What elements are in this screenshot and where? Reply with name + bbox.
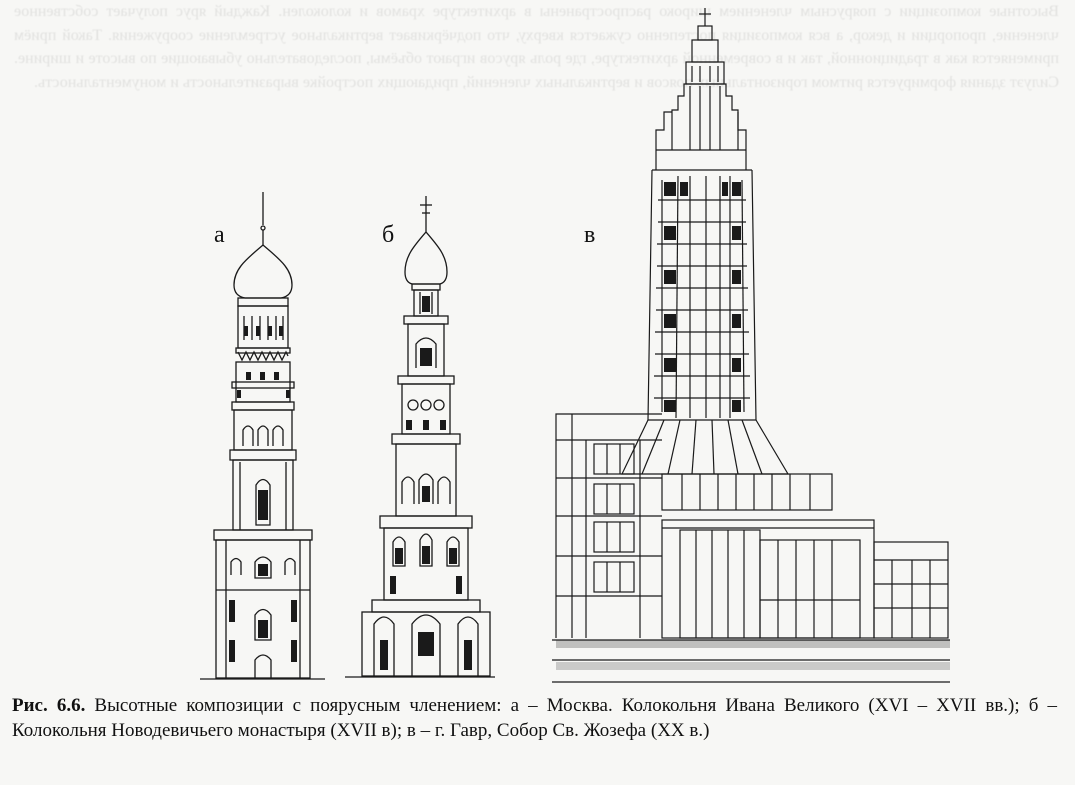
figure-label-v: в	[584, 222, 596, 248]
caption-label: Рис. 6.6.	[12, 695, 86, 716]
caption-text: Высотные композиции с поярусным членением: а – Москва. Колокольня Ивана Великого (XVI – XVII вв.); б – Колокольня Новодевичьего монастыря (XVII в); в – г. Гавр, Собор Св. Жозефа (XX в.)	[12, 695, 1057, 741]
figure-label-b: б	[382, 222, 395, 248]
ivan-the-great-bell-tower-drawing	[200, 190, 330, 682]
saint-joseph-church-le-havre-drawing	[550, 5, 950, 685]
novodevichy-bell-tower-drawing	[340, 192, 500, 682]
bleed-through-paragraph: Высотные композиции с поярусным членением широко распространены в архитектуре храмов и колоколен. Каждый ярус получает собственное членение, пропорции и декор, а вся композиция постепенно сужается кверху, что подчёркивает вертикальное устремление сооружения. Такой приём применяется как в традиционной, так и в современной архитектуре, где роль ярусов играют объёмы, последовательно убывающие по высоте и ширине. Силуэт здания формируется ритмом горизонтальных поясов и вертикальных членений, придающих постройке выразительность и монументальность.	[14, 3, 1059, 91]
figure-label-a: а	[214, 222, 225, 248]
figure-caption	[12, 693, 1057, 743]
